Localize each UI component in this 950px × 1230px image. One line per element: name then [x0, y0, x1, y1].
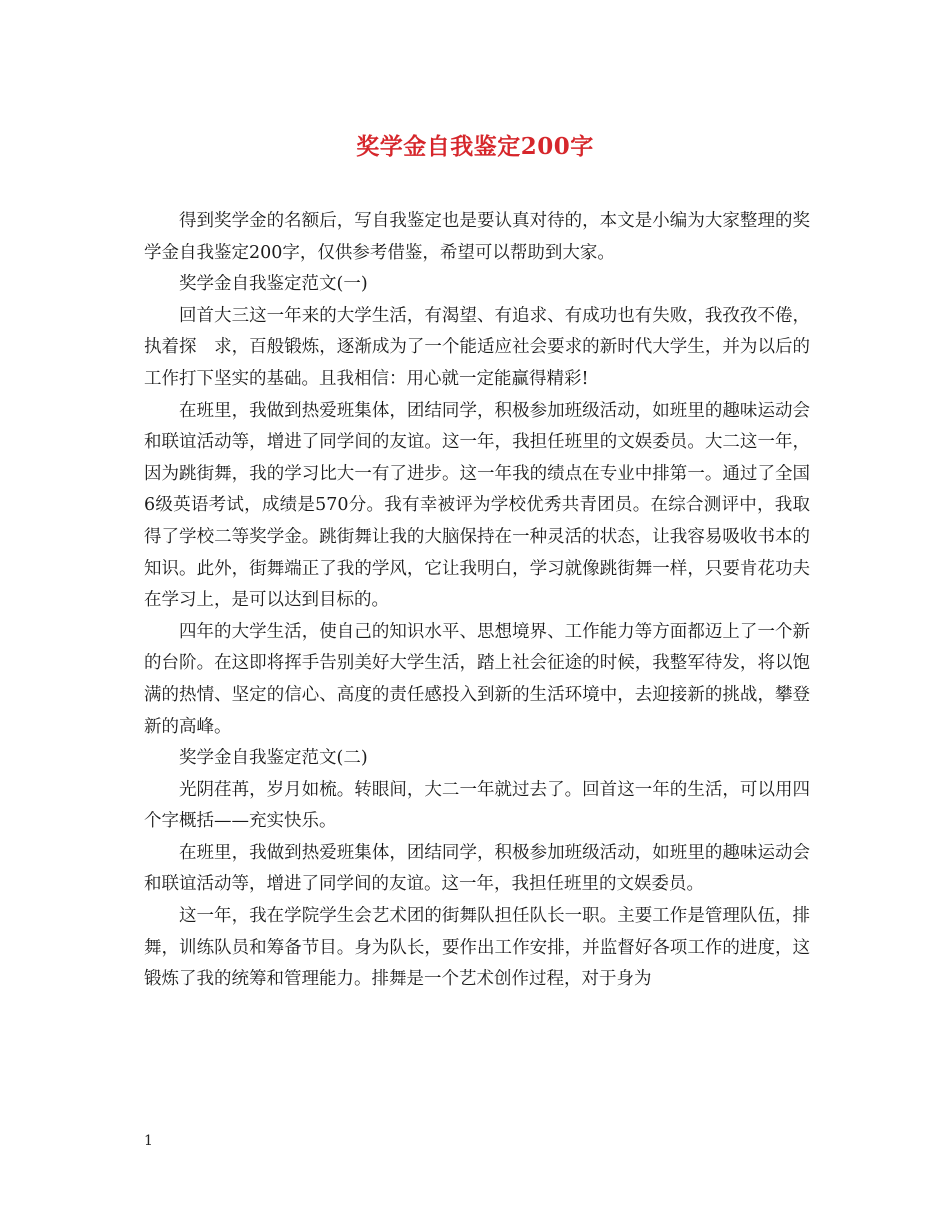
body-paragraph: 在班里，我做到热爱班集体，团结同学，积极参加班级活动，如班里的趣味运动会和联谊活动等，增进了同学间的友谊。这一年，我担任班里的文娱委员。: [144, 842, 810, 895]
body-paragraph: 回首大三这一年来的大学生活，有渴望、有追求、有成功也有失败，我孜孜不倦，执着探 求，百般锻炼，逐渐成为了一个能适应社会要求的新时代大学生，并为以后的工作打下坚实的基础。且我相信：用心就一定能赢得精彩!: [144, 305, 810, 389]
body-paragraph: 光阴荏苒，岁月如梳。转眼间，大二一年就过去了。回首这一年的生活，可以用四个字概括——充实快乐。: [144, 779, 810, 832]
section-heading-sample-2: 奖学金自我鉴定范文(二): [179, 748, 368, 769]
body-paragraph: 四年的大学生活，使自己的知识水平、思想境界、工作能力等方面都迈上了一个新的台阶。在这即将挥手告别美好大学生活，踏上社会征途的时候，我整军待发，将以饱满的热情、坚定的信心、高度的责任感投入到新的生活环境中，去迎接新的挑战，攀登新的高峰。: [144, 621, 810, 737]
document-body: [144, 206, 810, 996]
document-title: 奖学金自我鉴定200字: [356, 133, 594, 160]
body-paragraph: 在班里，我做到热爱班集体，团结同学，积极参加班级活动，如班里的趣味运动会和联谊活动等，增进了同学间的友谊。这一年，我担任班里的文娱委员。大二这一年，因为跳街舞，我的学习比大一有了进步。这一年我的绩点在专业中排第一。通过了全国6级英语考试，成绩是570分。我有幸被评为学校优秀共青团员。在综合测评中，我取得了学校二等奖学金。跳街舞让我的大脑保持在一种灵活的状态，让我容易吸收书本的知识。此外，街舞端正了我的学风，它让我明白，学习就像跳街舞一样，只要肯花功夫在学习上，是可以达到目标的。: [144, 400, 810, 611]
page-number: 1: [144, 1133, 153, 1149]
intro-paragraph: 得到奖学金的名额后，写自我鉴定也是要认真对待的，本文是小编为大家整理的奖学金自我鉴定200字，仅供参考借鉴，希望可以帮助到大家。: [144, 211, 810, 263]
section-heading-sample-1: 奖学金自我鉴定范文(一): [179, 274, 368, 295]
body-paragraph: 这一年，我在学院学生会艺术团的街舞队担任队长一职。主要工作是管理队伍，排舞，训练队员和筹备节目。身为队长，要作出工作安排，并监督好各项工作的进度，这锻炼了我的统筹和管理能力。排舞是一个艺术创作过程，对于身为: [144, 906, 810, 990]
